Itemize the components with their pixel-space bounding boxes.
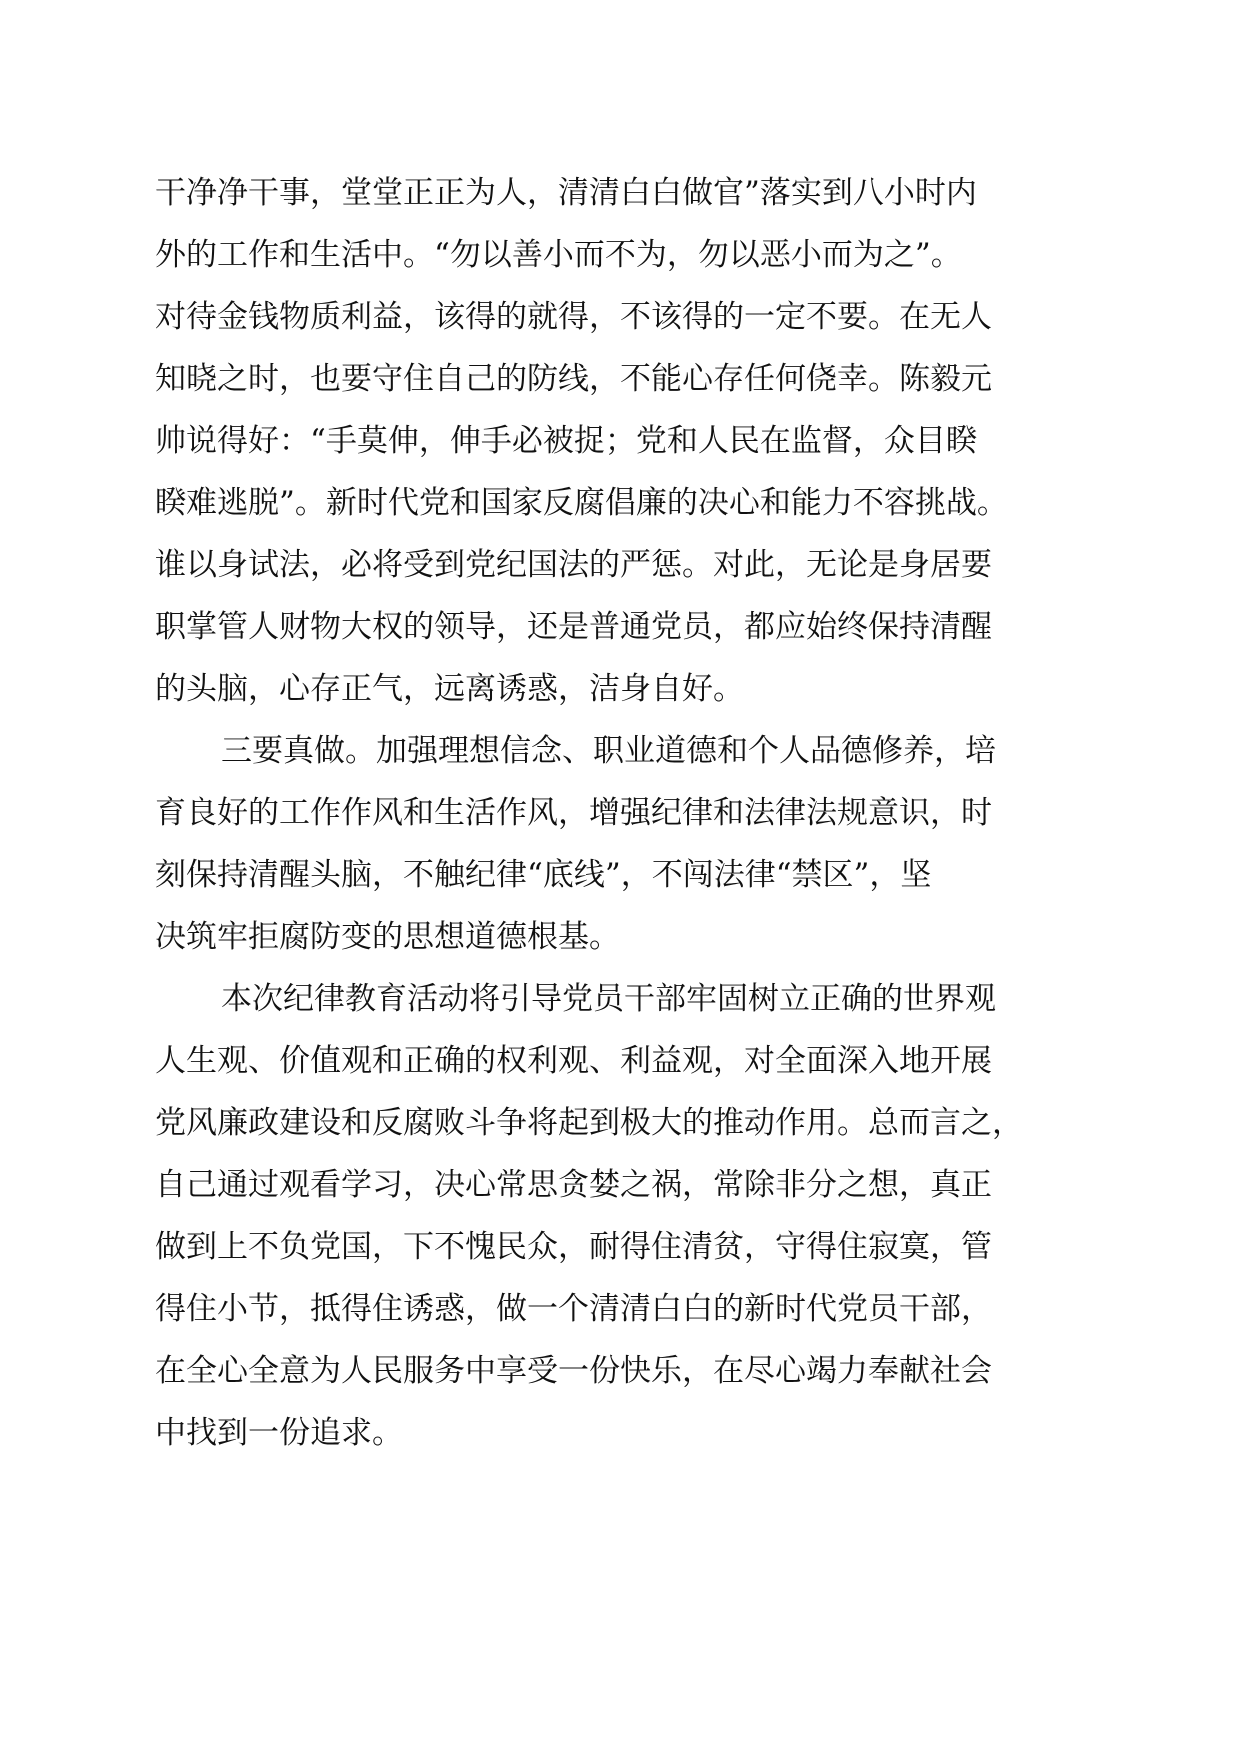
text-line: 做到上不负党国，下不愧民众，耐得住清贫，守得住寂寞，管: [155, 1229, 992, 1265]
text-line: 帅说得好：“手莫伸，伸手必被捉；党和人民在监督，众目睽: [155, 423, 977, 459]
text-line: 的头脑，心存正气，远离诱惑，洁身自好。: [155, 671, 744, 707]
text-line: 睽难逃脱”。新时代党和国家反腐倡廉的决心和能力不容挑战。: [155, 485, 1008, 521]
text-line: 在全心全意为人民服务中享受一份快乐，在尽心竭力奉献社会: [155, 1353, 992, 1389]
text-line: 中找到一份追求。: [155, 1415, 403, 1451]
text-line: 决筑牢拒腐防变的思想道德根基。: [155, 919, 620, 955]
text-line: 党风廉政建设和反腐败斗争将起到极大的推动作用。总而言之，: [155, 1105, 1023, 1141]
text-line: 谁以身试法，必将受到党纪国法的严惩。对此，无论是身居要: [155, 547, 992, 583]
text-line: 干净净干事，堂堂正正为人，清清白白做官”落实到八小时内: [155, 175, 977, 211]
paragraph-first-line: 三要真做。加强理想信念、职业道德和个人品德修养，培: [221, 733, 996, 769]
text-line: 对待金钱物质利益，该得的就得，不该得的一定不要。在无人: [155, 299, 992, 335]
text-line: 外的工作和生活中。“勿以善小而不为，勿以恶小而为之”。: [155, 237, 962, 273]
text-line: 知晓之时，也要守住自己的防线，不能心存任何侥幸。陈毅元: [155, 361, 992, 397]
text-line: 自己通过观看学习，决心常思贪婪之祸，常除非分之想，真正: [155, 1167, 992, 1203]
paragraph-first-line: 本次纪律教育活动将引导党员干部牢固树立正确的世界观: [221, 981, 996, 1017]
text-line: 人生观、价值观和正确的权利观、利益观，对全面深入地开展: [155, 1043, 992, 1079]
text-line: 育良好的工作作风和生活作风，增强纪律和法律法规意识，时: [155, 795, 992, 831]
text-line: 得住小节，抵得住诱惑，做一个清清白白的新时代党员干部，: [155, 1291, 992, 1327]
text-line: 职掌管人财物大权的领导，还是普通党员，都应始终保持清醒: [155, 609, 992, 645]
text-line: 刻保持清醒头脑，不触纪律“底线”，不闯法律“禁区”，坚: [155, 857, 932, 893]
